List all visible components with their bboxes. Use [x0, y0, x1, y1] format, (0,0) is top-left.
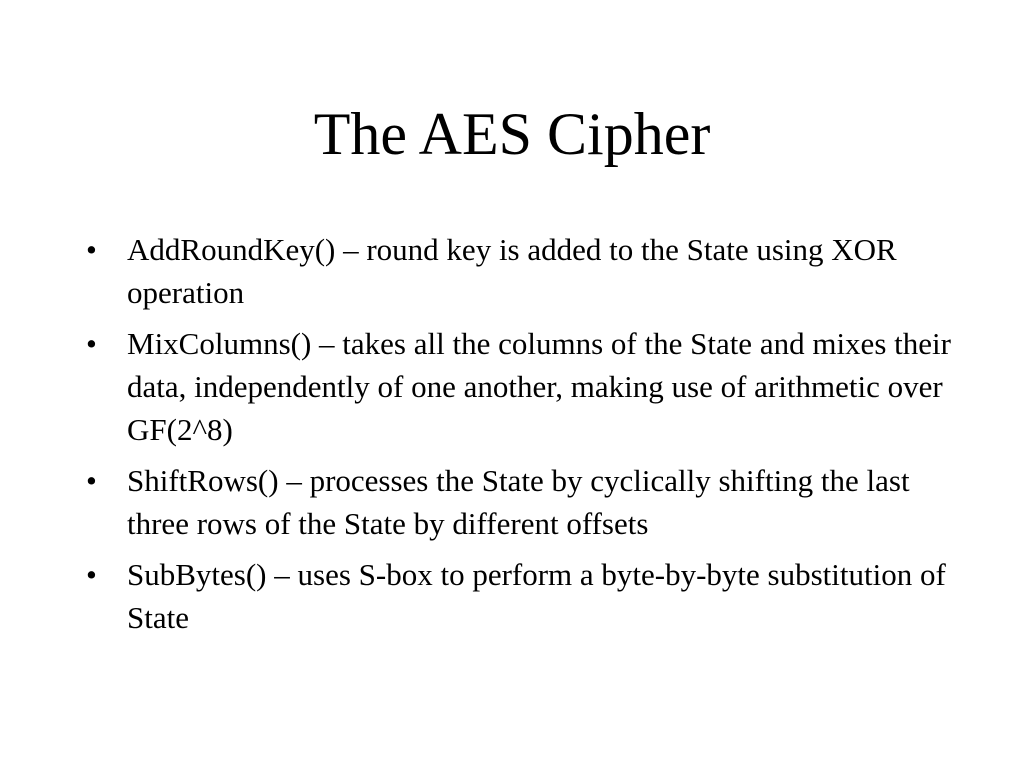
bullet-icon: • — [86, 557, 97, 592]
bullet-icon: • — [86, 326, 97, 361]
bullet-list — [84, 228, 954, 647]
bullet-item-addroundkey — [84, 228, 954, 314]
bullet-text: AddRoundKey() – round key is added to the State using XOR operation — [127, 232, 897, 310]
bullet-item-shiftrows — [84, 459, 954, 545]
bullet-item-subbytes — [84, 553, 954, 639]
bullet-item-mixcolumns — [84, 322, 954, 451]
bullet-text: ShiftRows() – processes the State by cyclically shifting the last three rows of the State by different offsets — [127, 463, 910, 541]
bullet-icon: • — [86, 232, 97, 267]
bullet-icon: • — [86, 463, 97, 498]
bullet-text: SubBytes() – uses S-box to perform a byte-by-byte substitution of State — [127, 557, 946, 635]
bullet-text: MixColumns() – takes all the columns of the State and mixes their data, independently of one another, making use of arithmetic over GF(2^8) — [127, 326, 951, 447]
slide-title: The AES Cipher — [313, 101, 711, 167]
